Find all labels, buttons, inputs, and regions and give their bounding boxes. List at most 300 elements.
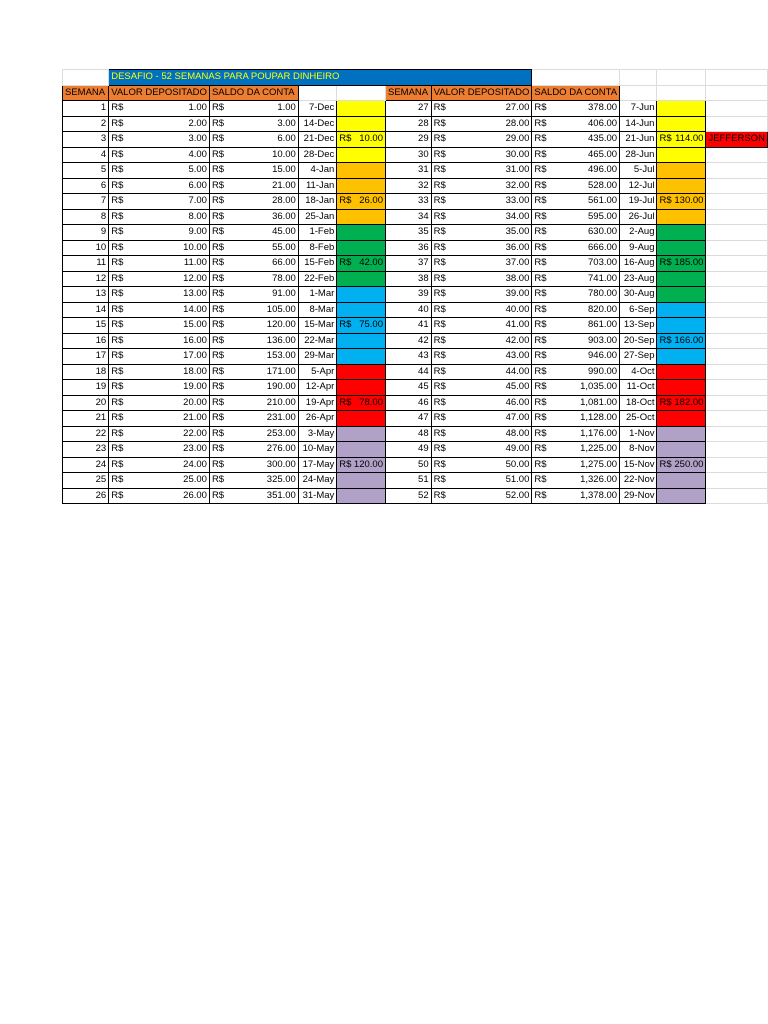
week-cell[interactable] bbox=[385, 287, 431, 303]
deposit-cell[interactable] bbox=[109, 132, 210, 148]
balance-cell[interactable] bbox=[209, 256, 298, 272]
week-cell[interactable] bbox=[385, 395, 431, 411]
date-cell[interactable] bbox=[620, 426, 657, 442]
week-cell[interactable] bbox=[385, 349, 431, 365]
week-cell[interactable] bbox=[385, 271, 431, 287]
deposit-cell[interactable] bbox=[109, 271, 210, 287]
week-cell[interactable] bbox=[385, 426, 431, 442]
empty-cell[interactable] bbox=[706, 473, 768, 489]
bonus-cell[interactable] bbox=[337, 302, 386, 318]
date-cell[interactable] bbox=[620, 225, 657, 241]
date-cell[interactable] bbox=[298, 240, 336, 256]
deposit-cell[interactable] bbox=[431, 209, 532, 225]
bonus-cell[interactable] bbox=[657, 442, 706, 458]
empty-cell[interactable] bbox=[620, 85, 657, 101]
week-cell[interactable] bbox=[385, 333, 431, 349]
bonus-cell[interactable] bbox=[657, 287, 706, 303]
balance-cell[interactable] bbox=[532, 209, 620, 225]
deposit-cell[interactable] bbox=[109, 163, 210, 179]
balance-cell[interactable] bbox=[532, 349, 620, 365]
date-cell[interactable] bbox=[298, 442, 336, 458]
week-cell[interactable] bbox=[385, 132, 431, 148]
bonus-cell[interactable] bbox=[337, 473, 386, 489]
deposit-header[interactable] bbox=[431, 85, 532, 101]
week-cell[interactable] bbox=[63, 349, 109, 365]
balance-cell[interactable] bbox=[209, 132, 298, 148]
balance-cell[interactable] bbox=[209, 302, 298, 318]
date-cell[interactable] bbox=[620, 194, 657, 210]
deposit-cell[interactable] bbox=[431, 380, 532, 396]
empty-cell[interactable] bbox=[706, 271, 768, 287]
deposit-cell[interactable] bbox=[109, 225, 210, 241]
date-cell[interactable] bbox=[298, 457, 336, 473]
deposit-cell[interactable] bbox=[109, 287, 210, 303]
deposit-cell[interactable] bbox=[109, 178, 210, 194]
balance-cell[interactable] bbox=[209, 395, 298, 411]
balance-cell[interactable] bbox=[209, 225, 298, 241]
bonus-cell[interactable] bbox=[337, 147, 386, 163]
date-cell[interactable] bbox=[620, 457, 657, 473]
deposit-cell[interactable] bbox=[431, 240, 532, 256]
week-cell[interactable] bbox=[385, 163, 431, 179]
bonus-cell[interactable] bbox=[657, 349, 706, 365]
empty-cell[interactable] bbox=[706, 426, 768, 442]
date-cell[interactable] bbox=[298, 194, 336, 210]
week-cell[interactable] bbox=[385, 302, 431, 318]
date-cell[interactable] bbox=[298, 426, 336, 442]
date-cell[interactable] bbox=[298, 488, 336, 504]
date-cell[interactable] bbox=[298, 380, 336, 396]
balance-header[interactable] bbox=[209, 85, 298, 101]
bonus-cell[interactable] bbox=[657, 333, 706, 349]
bonus-cell[interactable] bbox=[337, 194, 386, 210]
balance-cell[interactable] bbox=[209, 333, 298, 349]
week-cell[interactable] bbox=[63, 194, 109, 210]
date-cell[interactable] bbox=[620, 147, 657, 163]
empty-cell[interactable] bbox=[706, 209, 768, 225]
bonus-cell[interactable] bbox=[657, 426, 706, 442]
empty-cell[interactable] bbox=[532, 70, 620, 86]
balance-cell[interactable] bbox=[532, 395, 620, 411]
date-cell[interactable] bbox=[620, 442, 657, 458]
date-cell[interactable] bbox=[620, 349, 657, 365]
week-cell[interactable] bbox=[63, 101, 109, 117]
bonus-cell[interactable] bbox=[337, 364, 386, 380]
week-cell[interactable] bbox=[385, 364, 431, 380]
bonus-cell[interactable] bbox=[337, 426, 386, 442]
date-cell[interactable] bbox=[298, 116, 336, 132]
bonus-cell[interactable] bbox=[657, 380, 706, 396]
bonus-cell[interactable] bbox=[657, 473, 706, 489]
deposit-cell[interactable] bbox=[109, 411, 210, 427]
empty-cell[interactable] bbox=[706, 101, 768, 117]
bonus-cell[interactable] bbox=[657, 364, 706, 380]
balance-cell[interactable] bbox=[209, 380, 298, 396]
deposit-cell[interactable] bbox=[431, 349, 532, 365]
deposit-cell[interactable] bbox=[431, 271, 532, 287]
empty-cell[interactable] bbox=[706, 442, 768, 458]
balance-cell[interactable] bbox=[209, 194, 298, 210]
week-cell[interactable] bbox=[385, 209, 431, 225]
balance-cell[interactable] bbox=[532, 287, 620, 303]
empty-cell[interactable] bbox=[706, 256, 768, 272]
bonus-cell[interactable] bbox=[657, 271, 706, 287]
balance-cell[interactable] bbox=[532, 240, 620, 256]
balance-cell[interactable] bbox=[532, 132, 620, 148]
week-cell[interactable] bbox=[63, 302, 109, 318]
week-cell[interactable] bbox=[385, 101, 431, 117]
balance-cell[interactable] bbox=[532, 194, 620, 210]
bonus-cell[interactable] bbox=[337, 101, 386, 117]
balance-cell[interactable] bbox=[209, 488, 298, 504]
empty-cell[interactable] bbox=[337, 85, 386, 101]
balance-cell[interactable] bbox=[532, 318, 620, 334]
deposit-cell[interactable] bbox=[431, 318, 532, 334]
deposit-cell[interactable] bbox=[109, 240, 210, 256]
bonus-cell[interactable] bbox=[657, 240, 706, 256]
balance-cell[interactable] bbox=[532, 426, 620, 442]
deposit-cell[interactable] bbox=[431, 488, 532, 504]
bonus-cell[interactable] bbox=[337, 178, 386, 194]
bonus-cell[interactable] bbox=[657, 395, 706, 411]
deposit-cell[interactable] bbox=[109, 194, 210, 210]
balance-cell[interactable] bbox=[532, 256, 620, 272]
balance-cell[interactable] bbox=[532, 380, 620, 396]
balance-cell[interactable] bbox=[209, 101, 298, 117]
empty-cell[interactable] bbox=[706, 364, 768, 380]
date-cell[interactable] bbox=[298, 256, 336, 272]
empty-cell[interactable] bbox=[63, 70, 109, 86]
date-cell[interactable] bbox=[298, 287, 336, 303]
deposit-cell[interactable] bbox=[109, 426, 210, 442]
balance-cell[interactable] bbox=[532, 302, 620, 318]
empty-cell[interactable] bbox=[706, 85, 768, 101]
balance-cell[interactable] bbox=[532, 271, 620, 287]
week-cell[interactable] bbox=[63, 147, 109, 163]
balance-cell[interactable] bbox=[209, 178, 298, 194]
date-cell[interactable] bbox=[298, 411, 336, 427]
balance-cell[interactable] bbox=[209, 364, 298, 380]
balance-cell[interactable] bbox=[532, 116, 620, 132]
deposit-cell[interactable] bbox=[431, 256, 532, 272]
date-cell[interactable] bbox=[298, 333, 336, 349]
bonus-cell[interactable] bbox=[337, 163, 386, 179]
date-cell[interactable] bbox=[620, 364, 657, 380]
deposit-cell[interactable] bbox=[109, 209, 210, 225]
week-cell[interactable] bbox=[63, 395, 109, 411]
week-cell[interactable] bbox=[385, 318, 431, 334]
balance-cell[interactable] bbox=[209, 318, 298, 334]
date-cell[interactable] bbox=[298, 225, 336, 241]
date-cell[interactable] bbox=[620, 116, 657, 132]
deposit-cell[interactable] bbox=[109, 302, 210, 318]
week-cell[interactable] bbox=[63, 225, 109, 241]
deposit-cell[interactable] bbox=[109, 457, 210, 473]
balance-cell[interactable] bbox=[532, 364, 620, 380]
balance-cell[interactable] bbox=[209, 442, 298, 458]
deposit-cell[interactable] bbox=[431, 333, 532, 349]
week-cell[interactable] bbox=[63, 287, 109, 303]
date-cell[interactable] bbox=[298, 101, 336, 117]
date-cell[interactable] bbox=[298, 163, 336, 179]
balance-cell[interactable] bbox=[532, 163, 620, 179]
date-cell[interactable] bbox=[620, 411, 657, 427]
balance-cell[interactable] bbox=[209, 163, 298, 179]
week-cell[interactable] bbox=[63, 178, 109, 194]
date-cell[interactable] bbox=[620, 240, 657, 256]
empty-cell[interactable] bbox=[706, 194, 768, 210]
week-cell[interactable] bbox=[63, 488, 109, 504]
date-cell[interactable] bbox=[298, 302, 336, 318]
balance-cell[interactable] bbox=[209, 411, 298, 427]
empty-cell[interactable] bbox=[657, 85, 706, 101]
balance-cell[interactable] bbox=[532, 473, 620, 489]
balance-cell[interactable] bbox=[532, 442, 620, 458]
empty-cell[interactable] bbox=[706, 395, 768, 411]
week-cell[interactable] bbox=[63, 411, 109, 427]
date-cell[interactable] bbox=[620, 256, 657, 272]
deposit-cell[interactable] bbox=[109, 349, 210, 365]
date-cell[interactable] bbox=[620, 209, 657, 225]
empty-cell[interactable] bbox=[706, 488, 768, 504]
week-cell[interactable] bbox=[63, 380, 109, 396]
date-cell[interactable] bbox=[620, 178, 657, 194]
date-cell[interactable] bbox=[620, 271, 657, 287]
deposit-cell[interactable] bbox=[431, 132, 532, 148]
balance-cell[interactable] bbox=[209, 240, 298, 256]
deposit-cell[interactable] bbox=[431, 364, 532, 380]
date-cell[interactable] bbox=[298, 132, 336, 148]
bonus-cell[interactable] bbox=[337, 333, 386, 349]
week-cell[interactable] bbox=[63, 473, 109, 489]
week-cell[interactable] bbox=[385, 240, 431, 256]
deposit-cell[interactable] bbox=[109, 442, 210, 458]
bonus-cell[interactable] bbox=[337, 442, 386, 458]
bonus-cell[interactable] bbox=[337, 225, 386, 241]
week-cell[interactable] bbox=[385, 178, 431, 194]
week-cell[interactable] bbox=[63, 426, 109, 442]
deposit-cell[interactable] bbox=[431, 473, 532, 489]
deposit-cell[interactable] bbox=[109, 333, 210, 349]
date-cell[interactable] bbox=[620, 380, 657, 396]
balance-cell[interactable] bbox=[532, 225, 620, 241]
deposit-cell[interactable] bbox=[431, 395, 532, 411]
balance-cell[interactable] bbox=[209, 271, 298, 287]
bonus-cell[interactable] bbox=[337, 488, 386, 504]
date-cell[interactable] bbox=[620, 132, 657, 148]
week-cell[interactable] bbox=[385, 194, 431, 210]
deposit-cell[interactable] bbox=[431, 101, 532, 117]
week-cell[interactable] bbox=[63, 364, 109, 380]
bonus-cell[interactable] bbox=[337, 411, 386, 427]
week-cell[interactable] bbox=[385, 473, 431, 489]
week-cell[interactable] bbox=[63, 256, 109, 272]
bonus-cell[interactable] bbox=[337, 240, 386, 256]
empty-cell[interactable] bbox=[706, 302, 768, 318]
date-cell[interactable] bbox=[620, 302, 657, 318]
week-cell[interactable] bbox=[385, 411, 431, 427]
bonus-cell[interactable] bbox=[337, 132, 386, 148]
deposit-cell[interactable] bbox=[431, 225, 532, 241]
bonus-cell[interactable] bbox=[337, 380, 386, 396]
balance-cell[interactable] bbox=[532, 178, 620, 194]
deposit-cell[interactable] bbox=[109, 380, 210, 396]
week-cell[interactable] bbox=[63, 132, 109, 148]
date-cell[interactable] bbox=[620, 318, 657, 334]
week-cell[interactable] bbox=[63, 163, 109, 179]
bonus-cell[interactable] bbox=[657, 116, 706, 132]
balance-cell[interactable] bbox=[532, 333, 620, 349]
date-cell[interactable] bbox=[298, 473, 336, 489]
deposit-cell[interactable] bbox=[109, 101, 210, 117]
bonus-cell[interactable] bbox=[657, 457, 706, 473]
deposit-cell[interactable] bbox=[109, 116, 210, 132]
bonus-cell[interactable] bbox=[337, 287, 386, 303]
date-cell[interactable] bbox=[620, 287, 657, 303]
date-cell[interactable] bbox=[298, 178, 336, 194]
week-cell[interactable] bbox=[385, 380, 431, 396]
week-cell[interactable] bbox=[63, 209, 109, 225]
deposit-cell[interactable] bbox=[431, 194, 532, 210]
week-cell[interactable] bbox=[385, 225, 431, 241]
bonus-cell[interactable] bbox=[657, 302, 706, 318]
balance-cell[interactable] bbox=[532, 488, 620, 504]
week-cell[interactable] bbox=[385, 488, 431, 504]
bonus-cell[interactable] bbox=[337, 209, 386, 225]
deposit-cell[interactable] bbox=[431, 163, 532, 179]
bonus-cell[interactable] bbox=[337, 116, 386, 132]
week-cell[interactable] bbox=[63, 271, 109, 287]
balance-cell[interactable] bbox=[532, 147, 620, 163]
deposit-cell[interactable] bbox=[109, 318, 210, 334]
empty-cell[interactable] bbox=[620, 70, 657, 86]
bonus-cell[interactable] bbox=[657, 132, 706, 148]
date-cell[interactable] bbox=[298, 395, 336, 411]
date-cell[interactable] bbox=[298, 147, 336, 163]
deposit-cell[interactable] bbox=[109, 473, 210, 489]
week-cell[interactable] bbox=[63, 240, 109, 256]
empty-cell[interactable] bbox=[706, 116, 768, 132]
bonus-cell[interactable] bbox=[657, 256, 706, 272]
deposit-cell[interactable] bbox=[431, 411, 532, 427]
week-header[interactable] bbox=[63, 85, 109, 101]
week-header[interactable] bbox=[385, 85, 431, 101]
bonus-cell[interactable] bbox=[657, 163, 706, 179]
date-cell[interactable] bbox=[298, 209, 336, 225]
bonus-cell[interactable] bbox=[657, 178, 706, 194]
empty-cell[interactable] bbox=[706, 178, 768, 194]
deposit-cell[interactable] bbox=[431, 178, 532, 194]
balance-cell[interactable] bbox=[209, 116, 298, 132]
balance-cell[interactable] bbox=[209, 426, 298, 442]
balance-cell[interactable] bbox=[209, 349, 298, 365]
deposit-cell[interactable] bbox=[431, 287, 532, 303]
deposit-cell[interactable] bbox=[431, 116, 532, 132]
title-cell[interactable] bbox=[109, 70, 532, 86]
empty-cell[interactable] bbox=[706, 147, 768, 163]
date-cell[interactable] bbox=[298, 318, 336, 334]
empty-cell[interactable] bbox=[706, 333, 768, 349]
empty-cell[interactable] bbox=[298, 85, 336, 101]
bonus-cell[interactable] bbox=[657, 101, 706, 117]
week-cell[interactable] bbox=[385, 256, 431, 272]
week-cell[interactable] bbox=[63, 442, 109, 458]
date-cell[interactable] bbox=[620, 473, 657, 489]
balance-cell[interactable] bbox=[209, 287, 298, 303]
empty-cell[interactable] bbox=[706, 457, 768, 473]
bonus-cell[interactable] bbox=[657, 411, 706, 427]
bonus-cell[interactable] bbox=[337, 457, 386, 473]
bonus-cell[interactable] bbox=[657, 318, 706, 334]
week-cell[interactable] bbox=[385, 442, 431, 458]
bonus-cell[interactable] bbox=[337, 318, 386, 334]
date-cell[interactable] bbox=[620, 395, 657, 411]
empty-cell[interactable] bbox=[706, 349, 768, 365]
bonus-cell[interactable] bbox=[337, 395, 386, 411]
week-cell[interactable] bbox=[63, 116, 109, 132]
bonus-cell[interactable] bbox=[337, 349, 386, 365]
bonus-cell[interactable] bbox=[657, 194, 706, 210]
deposit-cell[interactable] bbox=[431, 302, 532, 318]
deposit-cell[interactable] bbox=[431, 457, 532, 473]
empty-cell[interactable] bbox=[706, 287, 768, 303]
empty-cell[interactable] bbox=[706, 411, 768, 427]
deposit-cell[interactable] bbox=[431, 442, 532, 458]
bonus-cell[interactable] bbox=[657, 147, 706, 163]
balance-header[interactable] bbox=[532, 85, 620, 101]
balance-cell[interactable] bbox=[209, 473, 298, 489]
deposit-cell[interactable] bbox=[109, 256, 210, 272]
deposit-cell[interactable] bbox=[431, 147, 532, 163]
date-cell[interactable] bbox=[298, 364, 336, 380]
balance-cell[interactable] bbox=[532, 457, 620, 473]
week-cell[interactable] bbox=[63, 318, 109, 334]
date-cell[interactable] bbox=[620, 333, 657, 349]
empty-cell[interactable] bbox=[706, 163, 768, 179]
week-cell[interactable] bbox=[385, 147, 431, 163]
bonus-cell[interactable] bbox=[337, 271, 386, 287]
deposit-header[interactable] bbox=[109, 85, 210, 101]
balance-cell[interactable] bbox=[209, 147, 298, 163]
empty-cell[interactable] bbox=[706, 318, 768, 334]
balance-cell[interactable] bbox=[532, 411, 620, 427]
empty-cell[interactable] bbox=[657, 70, 706, 86]
empty-cell[interactable] bbox=[706, 380, 768, 396]
week-cell[interactable] bbox=[385, 457, 431, 473]
bonus-cell[interactable] bbox=[657, 209, 706, 225]
bonus-cell[interactable] bbox=[657, 488, 706, 504]
date-cell[interactable] bbox=[620, 488, 657, 504]
bonus-cell[interactable] bbox=[657, 225, 706, 241]
deposit-cell[interactable] bbox=[109, 395, 210, 411]
date-cell[interactable] bbox=[620, 163, 657, 179]
week-cell[interactable] bbox=[63, 457, 109, 473]
date-cell[interactable] bbox=[298, 349, 336, 365]
deposit-cell[interactable] bbox=[431, 426, 532, 442]
bonus-cell[interactable] bbox=[337, 256, 386, 272]
empty-cell[interactable] bbox=[706, 240, 768, 256]
date-cell[interactable] bbox=[298, 271, 336, 287]
name-tag-cell[interactable] bbox=[706, 132, 768, 148]
balance-cell[interactable] bbox=[532, 101, 620, 117]
balance-cell[interactable] bbox=[209, 457, 298, 473]
date-cell[interactable] bbox=[620, 101, 657, 117]
week-cell[interactable] bbox=[63, 333, 109, 349]
empty-cell[interactable] bbox=[706, 70, 768, 86]
deposit-cell[interactable] bbox=[109, 488, 210, 504]
balance-cell[interactable] bbox=[209, 209, 298, 225]
deposit-cell[interactable] bbox=[109, 364, 210, 380]
